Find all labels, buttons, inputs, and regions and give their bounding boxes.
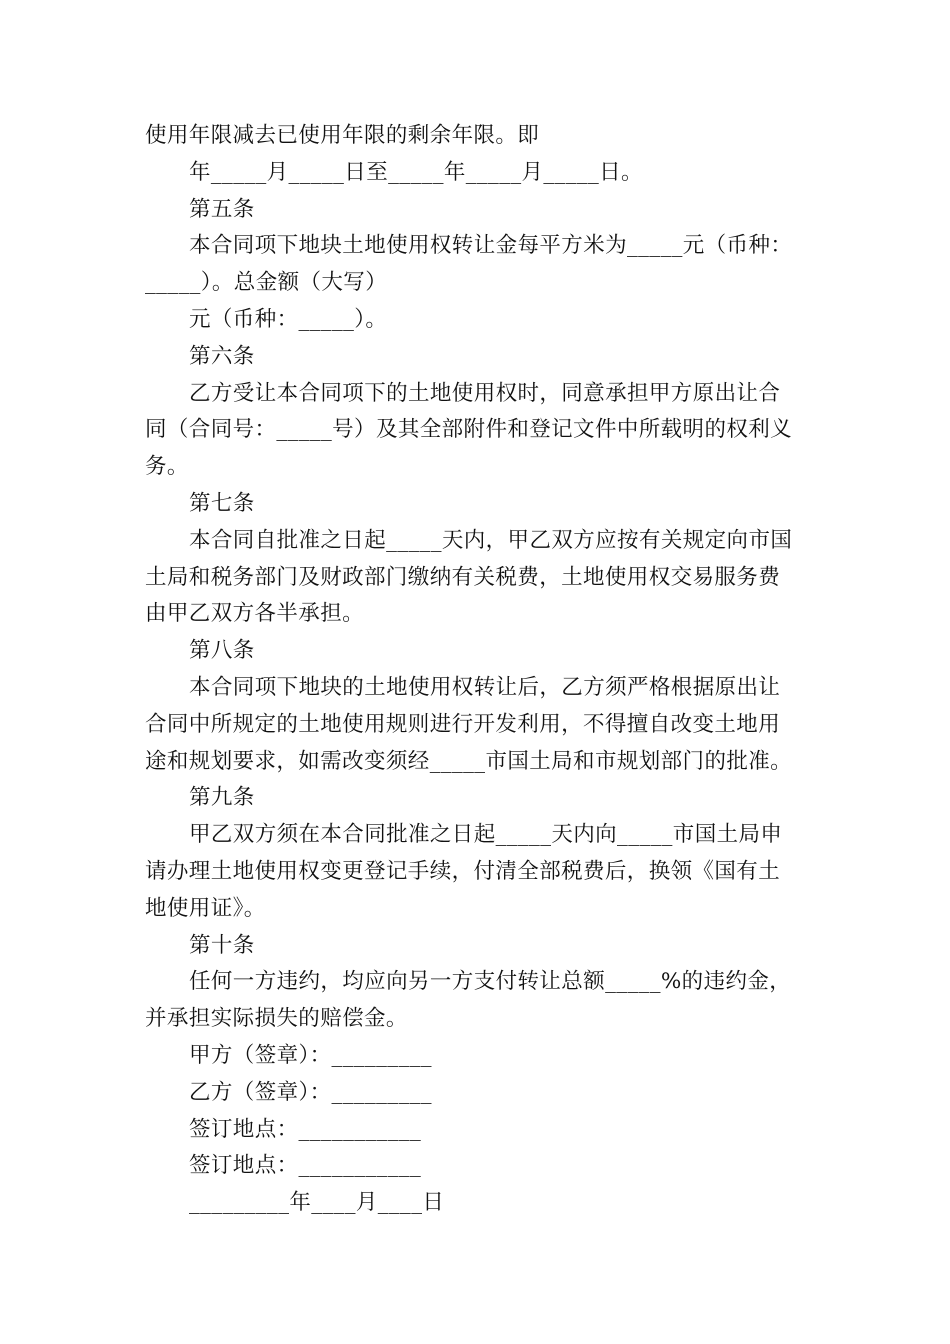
text-line: 元（币种：_____）。 — [189, 306, 388, 332]
document-body — [145, 118, 807, 1222]
article-heading-8: 第八条 — [189, 638, 255, 664]
date-range-line: 年_____月_____日至_____年_____月_____日。 — [189, 159, 643, 185]
article-heading-5: 第五条 — [189, 196, 255, 222]
party-b-signature-line: 乙方（签章）：_________ — [189, 1079, 432, 1105]
article-heading-9: 第九条 — [189, 785, 255, 811]
text-line: 同（合同号：_____号）及其全部附件和登记文件中所载明的权利义 — [145, 417, 793, 443]
text-line: 务。 — [145, 454, 189, 480]
article-heading-7: 第七条 — [189, 490, 255, 516]
text-line: 途和规划要求，如需改变须经_____市国土局和市规划部门的批准。 — [145, 748, 793, 774]
text-line: 本合同项下地块的土地使用权转让后，乙方须严格根据原出让 — [189, 674, 781, 700]
text-line: 地使用证》。 — [145, 895, 266, 921]
article-heading-10: 第十条 — [189, 932, 255, 958]
text-line: _____）。总金额（大写） — [145, 270, 388, 296]
text-line: 请办理土地使用权变更登记手续，付清全部税费后，换领《国有土 — [145, 858, 781, 884]
text-line: 本合同自批准之日起_____天内，甲乙双方应按有关规定向市国 — [189, 527, 793, 553]
signing-place-line: 签订地点：___________ — [189, 1153, 422, 1179]
text-line: 本合同项下地块土地使用权转让金每平方米为_____元（币种： — [189, 233, 793, 259]
text-line: 甲乙双方须在本合同批准之日起_____天内向_____市国土局申 — [189, 822, 783, 848]
text-line: 使用年限减去已使用年限的剩余年限。即 — [145, 123, 540, 148]
text-line: 任何一方违约，均应向另一方支付转让总额_____%的违约金， — [189, 969, 792, 995]
text-line: 乙方受让本合同项下的土地使用权时，同意承担甲方原出让合 — [189, 380, 781, 406]
text-line: 土局和税务部门及财政部门缴纳有关税费，土地使用权交易服务费 — [145, 564, 781, 590]
signing-place-line: 签订地点：___________ — [189, 1116, 422, 1142]
text-line: 合同中所规定的土地使用规则进行开发利用，不得擅自改变土地用 — [145, 711, 781, 737]
text-line: 由甲乙双方各半承担。 — [145, 601, 365, 627]
party-a-signature-line: 甲方（签章）：_________ — [189, 1042, 432, 1068]
signing-date-line: _________年____月____日 — [189, 1190, 445, 1216]
article-heading-6: 第六条 — [189, 343, 255, 369]
text-line: 并承担实际损失的赔偿金。 — [145, 1006, 408, 1032]
